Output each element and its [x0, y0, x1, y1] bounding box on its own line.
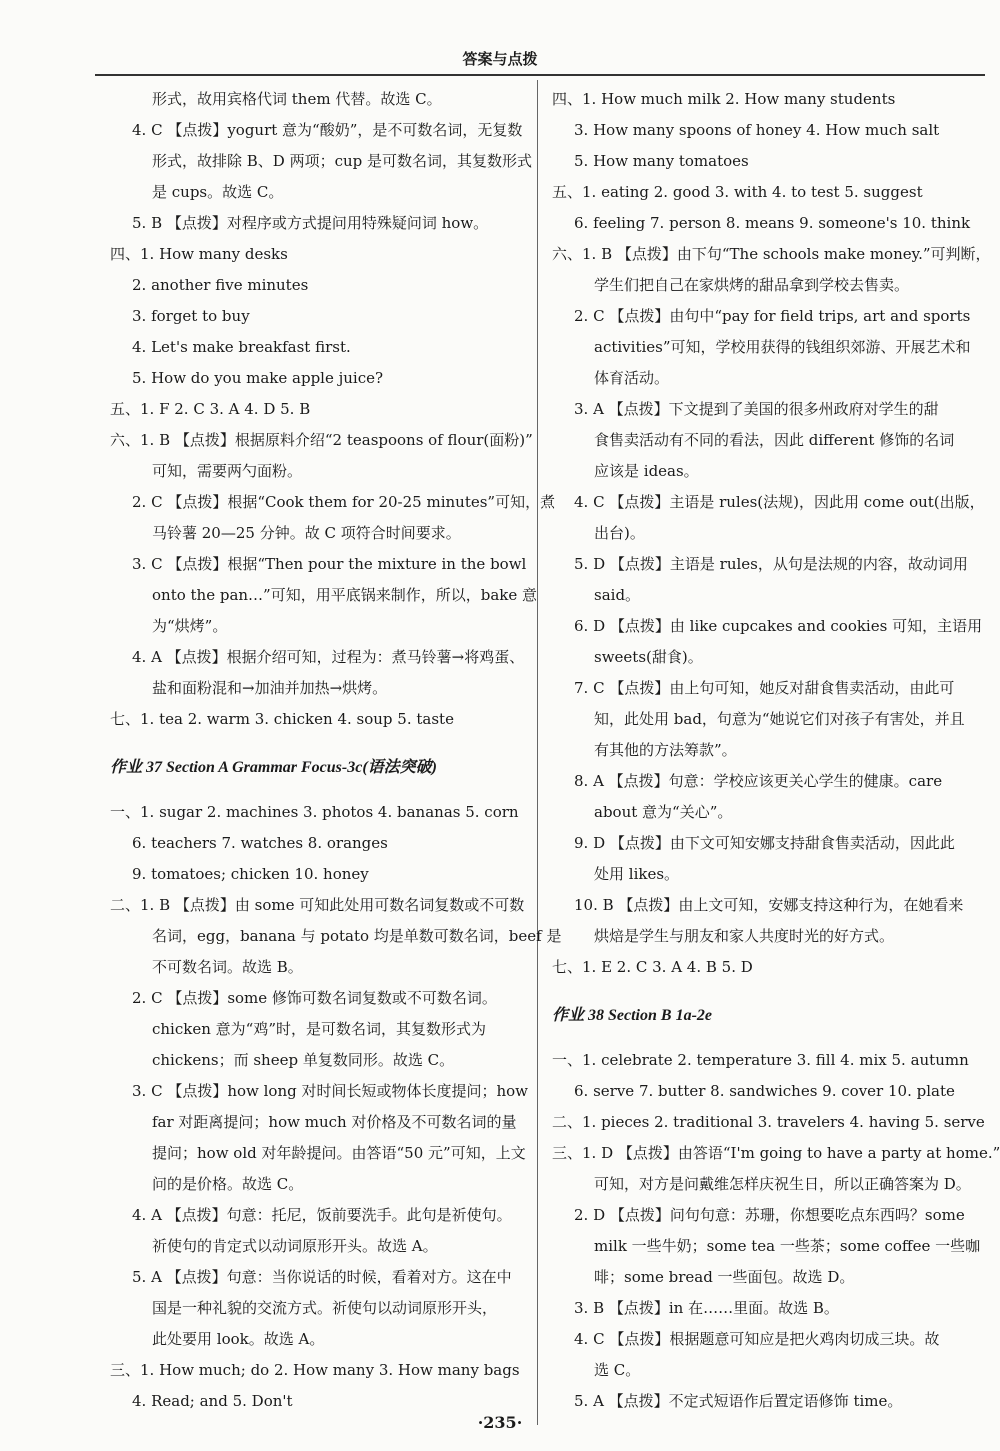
- text-line: 学生们把自己在家烘烤的甜品拿到学校去售卖。: [594, 276, 910, 294]
- header-rule: [95, 74, 985, 76]
- text-line: 知，此处用 bad，句意为“她说它们对孩子有害处，并且: [594, 710, 965, 728]
- text-line: 可知，需要两勺面粉。: [152, 462, 303, 480]
- text-line: 一、1. celebrate 2. temperature 3. fill 4. mix 5. autumn: [552, 1051, 969, 1069]
- section-heading: 作业 38 Section B 1a-2e: [552, 1007, 712, 1024]
- text-line: 4. C 【点拨】根据题意可知应是把火鸡肉切成三块。故: [574, 1330, 940, 1348]
- text-line: 2. C 【点拨】some 修饰可数名词复数或不可数名词。: [132, 989, 497, 1007]
- text-line: onto the pan…”可知，用平底锅来制作，所以，bake 意: [152, 586, 538, 604]
- text-line: 5. D 【点拨】主语是 rules，从句是法规的内容，故动词用: [574, 555, 968, 573]
- text-line: far 对距离提问；how much 对价格及不可数名词的量: [152, 1113, 517, 1131]
- text-line: 不可数名词。故选 B。: [152, 958, 303, 976]
- text-line: 9. D 【点拨】由下文可知安娜支持甜食售卖活动，因此此: [574, 834, 955, 852]
- left-column: [110, 84, 562, 1417]
- text-line: 祈使句的肯定式以动词原形开头。故选 A。: [152, 1237, 438, 1255]
- text-line: 3. forget to buy: [132, 307, 250, 325]
- text-line: 七、1. E 2. C 3. A 4. B 5. D: [552, 958, 753, 976]
- text-line: 名词，egg，banana 与 potato 均是单数可数名词，beef 是: [152, 927, 562, 945]
- text-line: 出台)。: [594, 524, 645, 542]
- text-line: 啡；some bread 一些面包。故选 D。: [594, 1268, 855, 1286]
- text-line: 是 cups。故选 C。: [152, 183, 284, 201]
- text-line: 问的是价格。故选 C。: [152, 1175, 304, 1193]
- text-line: 体育活动。: [594, 369, 670, 387]
- text-line: 6. teachers 7. watches 8. oranges: [132, 834, 388, 852]
- text-line: milk 一些牛奶；some tea 一些茶；some coffee 一些咖: [594, 1237, 981, 1255]
- text-line: 3. C 【点拨】how long 对时间长短或物体长度提问；how: [132, 1082, 529, 1100]
- text-line: sweets(甜食)。: [594, 648, 703, 666]
- page-number: ·235·: [477, 1413, 523, 1432]
- text-line: 10. B 【点拨】由上文可知，安娜支持这种行为，在她看来: [574, 896, 964, 914]
- text-line: 3. B 【点拨】in 在……里面。故选 B。: [574, 1299, 839, 1317]
- text-line: 3. C 【点拨】根据“Then pour the mixture in the bowl: [132, 555, 527, 573]
- text-line: 二、1. B 【点拨】由 some 可知此处用可数名词复数或不可数: [110, 896, 525, 914]
- text-line: 2. C 【点拨】根据“Cook them for 20-25 minutes”可知，煮: [132, 493, 556, 511]
- text-line: 9. tomatoes; chicken 10. honey: [132, 865, 369, 883]
- text-line: 此处要用 look。故选 A。: [152, 1330, 325, 1348]
- text-line: 4. C 【点拨】yogurt 意为“酸奶”，是不可数名词，无复数: [132, 121, 523, 139]
- text-line: 选 C。: [594, 1361, 641, 1379]
- text-line: 可知，对方是问戴维怎样庆祝生日，所以正确答案为 D。: [594, 1175, 971, 1193]
- text-line: 三、1. D 【点拨】由答语“I'm going to have a party at home.”: [552, 1144, 1000, 1162]
- text-line: 3. A 【点拨】下文提到了美国的很多州政府对学生的甜: [574, 400, 939, 418]
- text-line: 马铃薯 20—25 分钟。故 C 项符合时间要求。: [152, 524, 461, 542]
- text-line: 食售卖活动有不同的看法，因此 different 修饰的名词: [594, 431, 955, 449]
- text-line: 8. A 【点拨】句意：学校应该更关心学生的健康。care: [574, 772, 943, 790]
- text-line: 四、1. How many desks: [110, 245, 288, 263]
- text-line: 4. A 【点拨】句意：托尼，饭前要洗手。此句是祈使句。: [132, 1206, 512, 1224]
- text-line: 有其他的方法筹款”。: [594, 741, 737, 759]
- text-line: 二、1. pieces 2. traditional 3. travelers 4. having 5. serve: [552, 1113, 985, 1131]
- text-line: 2. C 【点拨】由句中“pay for field trips, art and sports: [574, 307, 971, 325]
- text-line: 五、1. F 2. C 3. A 4. D 5. B: [110, 400, 311, 418]
- text-line: 五、1. eating 2. good 3. with 4. to test 5. suggest: [552, 183, 923, 201]
- text-line: 三、1. How much; do 2. How many 3. How many bags: [110, 1361, 520, 1379]
- text-line: 4. Read; and 5. Don't: [132, 1392, 293, 1410]
- text-line: 5. How do you make apple juice?: [132, 369, 384, 387]
- text-line: 为“烘烤”。: [152, 617, 228, 635]
- text-line: 四、1. How much milk 2. How many students: [552, 90, 896, 108]
- right-column: [552, 84, 1000, 1417]
- text-line: said。: [594, 586, 641, 604]
- text-line: 4. Let's make breakfast first.: [132, 338, 351, 356]
- text-line: 2. D 【点拨】问句句意：苏珊，你想要吃点东西吗？some: [574, 1206, 965, 1224]
- text-line: 4. C 【点拨】主语是 rules(法规)，因此用 come out(出版，: [574, 493, 985, 511]
- text-line: 形式，故用宾格代词 them 代替。故选 C。: [152, 90, 442, 108]
- text-line: 六、1. B 【点拨】由下句“The schools make money.”可判断，: [552, 245, 991, 263]
- text-line: about 意为“关心”。: [594, 803, 733, 821]
- section-heading: 作业 37 Section A Grammar Focus-3c(语法突破): [110, 759, 437, 776]
- text-line: 2. another five minutes: [132, 276, 309, 294]
- text-line: 6. feeling 7. person 8. means 9. someone's 10. think: [574, 214, 971, 232]
- text-line: 5. B 【点拨】对程序或方式提问用特殊疑问词 how。: [132, 214, 489, 232]
- text-line: 4. A 【点拨】根据介绍可知，过程为：煮马铃薯→将鸡蛋、: [132, 648, 525, 666]
- text-line: 5. A 【点拨】不定式短语作后置定语修饰 time。: [574, 1392, 903, 1410]
- text-line: 国是一种礼貌的交流方式。祈使句以动词原形开头，: [152, 1299, 498, 1317]
- text-line: 六、1. B 【点拨】根据原料介绍“2 teaspoons of flour(面粉)”: [110, 431, 533, 449]
- text-line: 5. A 【点拨】句意：当你说话的时候，看着对方。这在中: [132, 1268, 512, 1286]
- text-line: chicken 意为“鸡”时，是可数名词，其复数形式为: [152, 1020, 486, 1038]
- text-line: 七、1. tea 2. warm 3. chicken 4. soup 5. taste: [110, 710, 454, 728]
- text-line: 3. How many spoons of honey 4. How much salt: [574, 121, 940, 139]
- text-line: 5. How many tomatoes: [574, 152, 749, 170]
- text-line: 提问；how old 对年龄提问。由答语“50 元”可知，上文: [152, 1144, 526, 1162]
- text-line: 7. C 【点拨】由上句可知，她反对甜食售卖活动，由此可: [574, 679, 955, 697]
- text-line: 6. D 【点拨】由 like cupcakes and cookies 可知，主语用: [574, 617, 983, 635]
- text-line: 烘焙是学生与朋友和家人共度时光的好方式。: [594, 927, 895, 945]
- text-line: chickens；而 sheep 单复数同形。故选 C。: [152, 1051, 455, 1069]
- text-line: 一、1. sugar 2. machines 3. photos 4. bananas 5. corn: [110, 803, 519, 821]
- text-line: 形式，故排除 B、D 两项；cup 是可数名词，其复数形式: [152, 152, 533, 170]
- page-header-title: 答案与点拨: [462, 50, 538, 68]
- text-line: 盐和面粉混和→加油并加热→烘烤。: [152, 679, 388, 697]
- column-divider: [537, 80, 538, 1425]
- text-line: 应该是 ideas。: [594, 462, 699, 480]
- text-line: activities”可知，学校用获得的钱组织郊游、开展艺术和: [594, 338, 971, 356]
- text-line: 6. serve 7. butter 8. sandwiches 9. cover 10. plate: [574, 1082, 955, 1100]
- text-line: 处用 likes。: [594, 865, 680, 883]
